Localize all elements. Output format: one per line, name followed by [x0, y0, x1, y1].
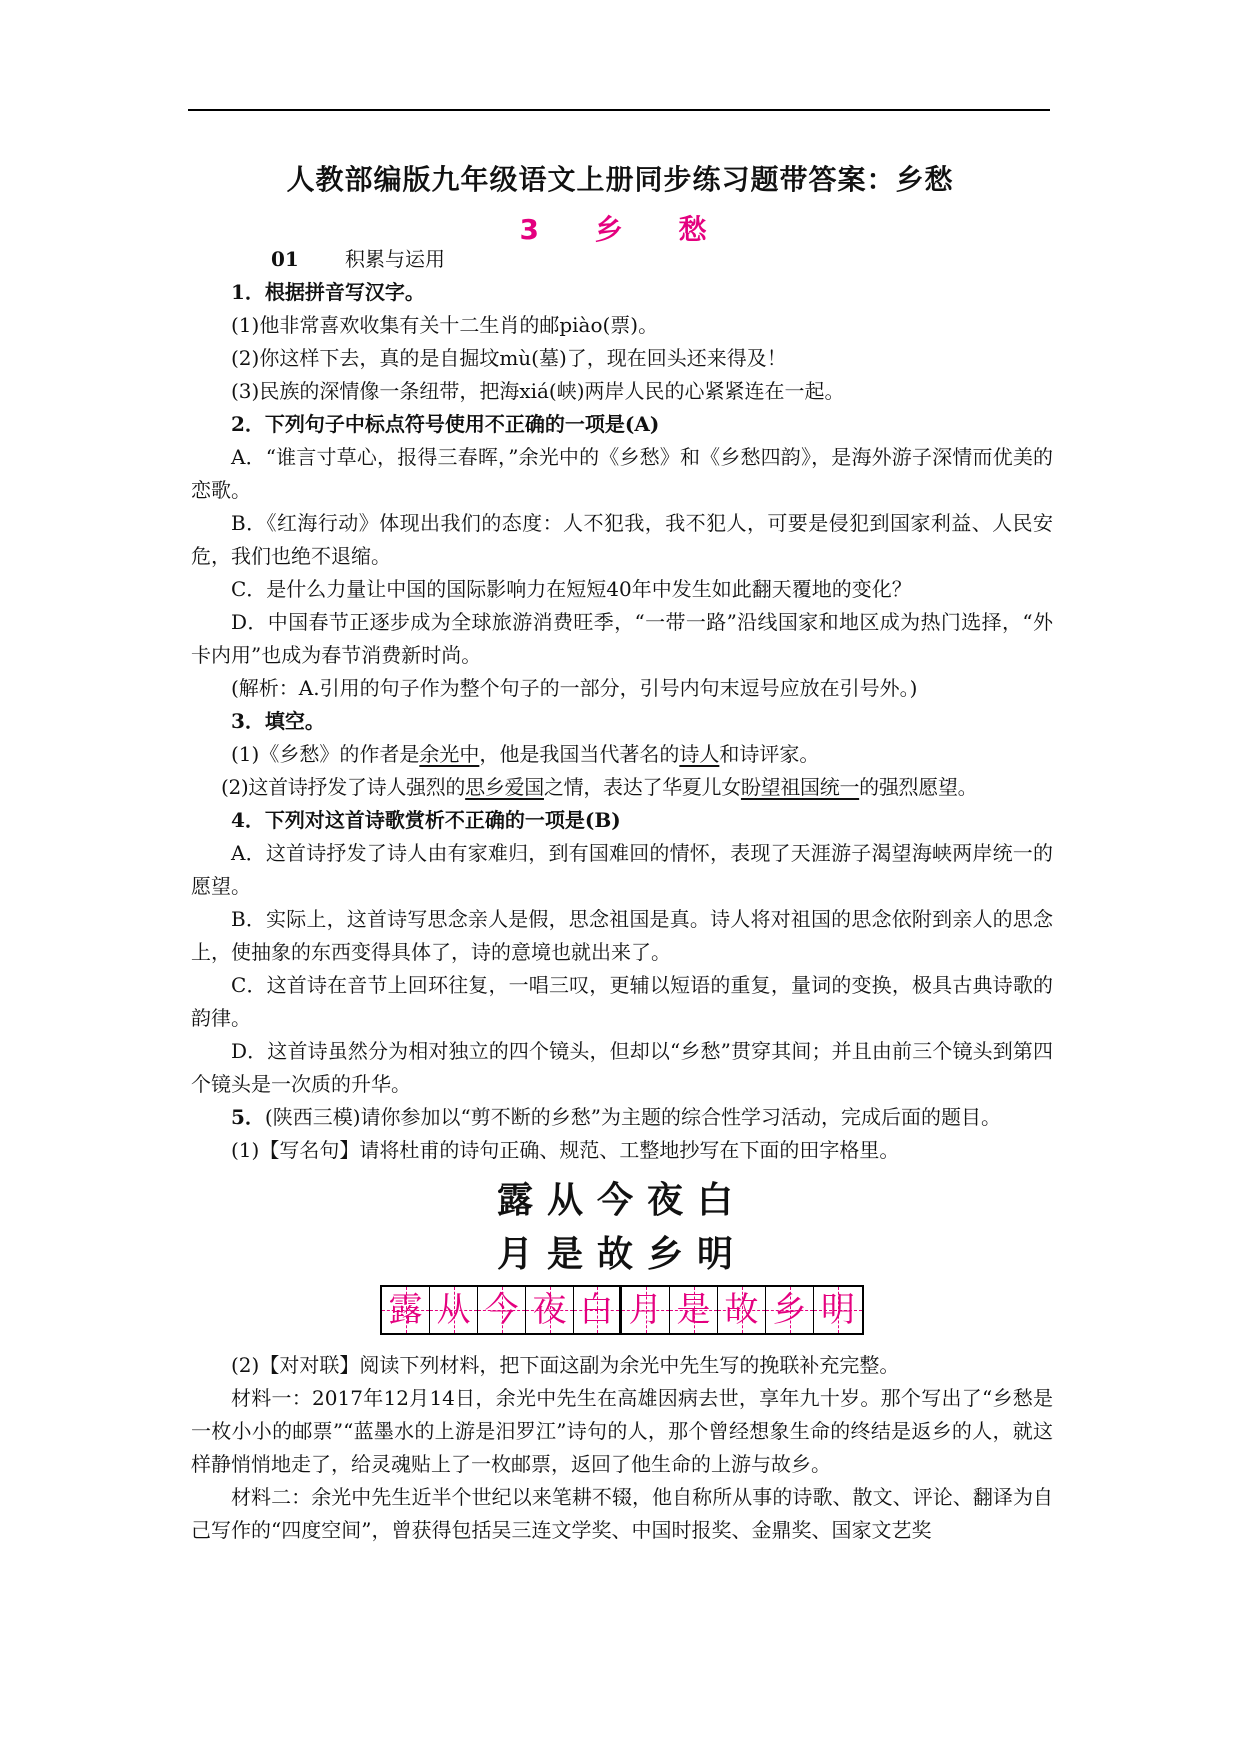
grid-char: 今 [484, 1289, 519, 1330]
grid-char: 乡 [772, 1289, 807, 1330]
grid-char: 白 [579, 1289, 614, 1330]
answer-underline: 思乡爱国 [465, 775, 544, 799]
grid-char: 明 [821, 1289, 855, 1330]
material-1: 材料一：2017年12月14日，余光中先生在高雄因病去世，享年九十岁。那个写出了“乡愁是一枚小小的邮票”“蓝墨水的上游是汨罗江”诗句的人，那个曾经想象生命的终结是返乡的人，就这样静悄悄地走了，给灵魂贴上了一枚邮票，返回了他生命的上游与故乡。 [191, 1386, 1053, 1476]
q1-item-1: (1)他非常喜欢收集有关十二生肖的邮piào(票)。 [231, 313, 659, 337]
question-5-stem [191, 1101, 1053, 1134]
q2-option-a: A．“谁言寸草心，报得三春晖，”余光中的《乡愁》和《乡愁四韵》，是海外游子深情而优美的恋歌。 [191, 445, 1053, 502]
grid-cell [574, 1287, 622, 1333]
grid-cell [526, 1287, 574, 1333]
q1-item-2: (2)你这样下去，真的是自掘坟mù(墓)了，现在回头还来得及！ [231, 346, 787, 370]
q3-text: 的强烈愿望。 [859, 775, 978, 799]
answer-underline: 余光中 [419, 742, 480, 766]
q4-option-a: A．这首诗抒发了诗人由有家难归，到有国难回的情怀，表现了天涯游子渴望海峡两岸统一的愿望。 [191, 841, 1053, 898]
grid-cell [766, 1287, 814, 1333]
grid-char: 故 [724, 1289, 759, 1330]
q5-number: 5． [231, 1105, 265, 1129]
grid-cell [814, 1287, 862, 1333]
grid-char: 月 [628, 1289, 663, 1330]
q4-option-c: C．这首诗在音节上回环往复，一唱三叹，更辅以短语的重复，量词的变换，极具古典诗歌的韵律。 [191, 973, 1053, 1030]
q2-option-d: D．中国春节正逐步成为全球旅游消费旺季，“一带一路”沿线国家和地区成为热门选择，“外卡内用”也成为春节消费新时尚。 [191, 610, 1053, 667]
q1-item-3: (3)民族的深情像一条纽带，把海xiá(峡)两岸人民的心紧紧连在一起。 [231, 379, 845, 403]
q3-text: (2)这首诗抒发了诗人强烈的 [221, 775, 466, 799]
q3-line-2 [191, 771, 1053, 804]
q2-option-b: B．《红海行动》体现出我们的态度：人不犯我，我不犯人，可要是侵犯到国家利益、人民安危，我们也绝不退缩。 [191, 511, 1053, 568]
answer-underline: 诗人 [679, 742, 720, 766]
q4-option-d: D．这首诗虽然分为相对独立的四个镜头，但却以“乡愁”贯穿其间；并且由前三个镜头到第四个镜头是一次质的升华。 [191, 1039, 1053, 1096]
q5-text: (陕西三模)请你参加以“剪不断的乡愁”为主题的综合性学习活动，完成后面的题目。 [264, 1105, 1001, 1129]
q4-option-b: B．实际上，这首诗写思念亲人是假，思念祖国是真。诗人将对祖国的思念依附到亲人的思念上，使抽象的东西变得具体了，诗的意境也就出来了。 [191, 907, 1053, 964]
document-body [191, 243, 1053, 1547]
material-2: 材料二：余光中先生近半个世纪以来笔耕不辍，他自称所从事的诗歌、散文、评论、翻译为自己写作的“四度空间”，曾获得包括吴三连文学奖、中国时报奖、金鼎奖、国家文艺奖 [191, 1485, 1053, 1542]
grid-cell [622, 1287, 670, 1333]
header-rule [188, 109, 1050, 111]
q3-line-1 [191, 738, 1053, 771]
q5-part-1: (1)【写名句】请将杜甫的诗句正确、规范、工整地抄写在下面的田字格里。 [231, 1138, 900, 1162]
section-number: 01 [271, 247, 299, 271]
grid-cell [478, 1287, 526, 1333]
answer-underline: 盼望祖国统一 [740, 775, 860, 799]
tianzige-grid [380, 1285, 864, 1335]
grid-cell [718, 1287, 766, 1333]
q3-text: 之情，表达了华夏儿女 [543, 775, 741, 799]
lesson-title: 3 乡 愁 [519, 213, 721, 246]
q2-option-c: C．是什么力量让中国的国际影响力在短短40年中发生如此翻天覆地的变化？ [231, 577, 912, 601]
q5-part-2: (2)【对对联】阅读下列材料，把下面这副为余光中先生写的挽联补充完整。 [231, 1353, 900, 1377]
q2-analysis: (解析：A.引用的句子作为整个句子的一部分，引号内句末逗号应放在引号外。) [231, 676, 918, 700]
grid-cell [382, 1287, 430, 1333]
question-1-stem: 1．根据拼音写汉字。 [231, 280, 425, 304]
question-4-stem: 4．下列对这首诗歌赏析不正确的一项是(B) [231, 808, 621, 832]
question-3-stem: 3．填空。 [231, 709, 325, 733]
tianzige-grid-wrapper [191, 1285, 1053, 1335]
poem-line-1: 露从今夜白 [496, 1179, 747, 1221]
section-label: 积累与运用 [345, 247, 445, 271]
grid-cell [430, 1287, 478, 1333]
section-header [191, 243, 1053, 276]
question-2-stem: 2．下列句子中标点符号使用不正确的一项是(A) [231, 412, 660, 436]
q3-text: ，他是我国当代著名的 [479, 742, 680, 766]
grid-char: 露 [388, 1289, 423, 1330]
grid-cell [670, 1287, 718, 1333]
grid-char: 夜 [532, 1289, 567, 1330]
q3-text: (1)《乡愁》的作者是 [231, 742, 420, 766]
page-title: 人教部编版九年级语文上册同步练习题带答案：乡愁 [286, 163, 954, 196]
q3-text: 和诗评家。 [719, 742, 820, 766]
grid-char: 是 [676, 1289, 711, 1330]
grid-char: 从 [436, 1289, 471, 1330]
poem-line-2: 月是故乡明 [496, 1233, 747, 1275]
